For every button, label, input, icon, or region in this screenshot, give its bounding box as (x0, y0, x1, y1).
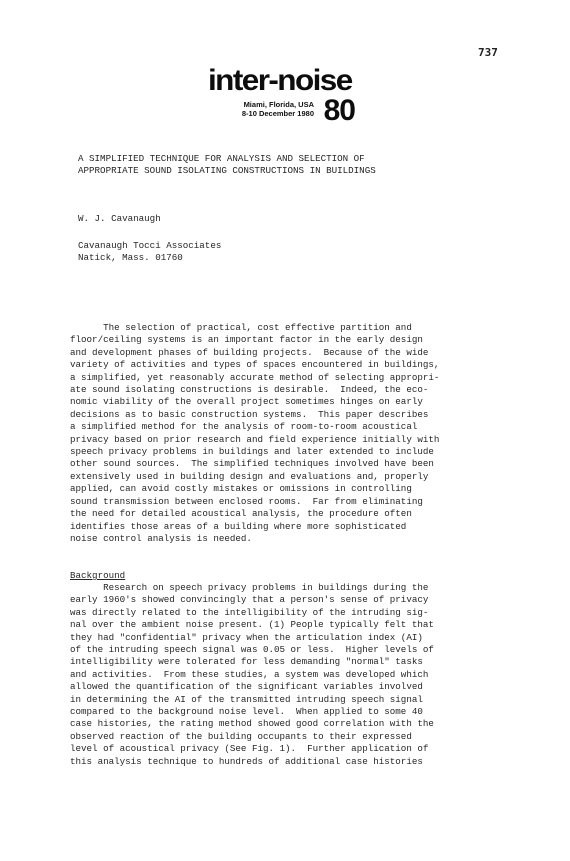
text-line: applied, can avoid costly mistakes or omissions in controlling (70, 483, 412, 495)
text-line: noise control analysis is needed. (70, 532, 252, 544)
text-line: the need for detailed acoustical analysis, the procedure often (70, 508, 412, 520)
text-line: intelligibility were tolerated for less demanding "normal" tasks (70, 656, 423, 668)
text-line: other sound sources. The simplified techniques involved have been (70, 458, 434, 470)
logo-location-block (242, 100, 314, 118)
title-line: A SIMPLIFIED TECHNIQUE FOR ANALYSIS AND SELECTION OF (78, 153, 365, 164)
logo-dates: 8-10 December 1980 (241, 109, 314, 118)
text-line: a simplified, yet reasonably accurate method of selecting appropri- (70, 371, 440, 383)
text-line: privacy based on prior research and field experience initially with (70, 433, 440, 445)
affiliation (78, 240, 221, 265)
text-line: The selection of practical, cost effective partition and (70, 322, 412, 333)
conference-logo (208, 66, 358, 130)
text-line: speech privacy problems in buildings and later extended to include (70, 446, 434, 458)
title-line: APPROPRIATE SOUND ISOLATING CONSTRUCTIONS IN BUILDINGS (78, 165, 376, 177)
abstract-paragraph (70, 322, 439, 545)
page-number: 737 (478, 46, 498, 59)
text-line: observed reaction of the building occupants to their expressed (70, 730, 412, 742)
logo-title: inter-noise (208, 64, 352, 97)
section-heading: Background (70, 570, 126, 581)
text-line: identifies those areas of a building where more sophisticated (70, 520, 407, 532)
text-line: of the intruding speech signal was 0.05 or less. Higher levels of (70, 644, 434, 656)
author: W. J. Cavanaugh (78, 213, 161, 224)
text-line: early 1960's showed convincingly that a person's sense of privacy (70, 594, 429, 606)
text-line: floor/ceiling systems is an important factor in the early design (70, 334, 423, 346)
text-line: Research on speech privacy problems in buildings during the (70, 582, 429, 593)
background-paragraph (70, 582, 434, 768)
text-line: extensively used in building design and evaluations and, properly (70, 470, 429, 482)
affiliation-line: Cavanaugh Tocci Associates (78, 240, 222, 251)
logo-year: 80 (323, 94, 355, 127)
text-line: this analysis technique to hundreds of additional case histories (70, 755, 423, 767)
text-line: level of acoustical privacy (See Fig. 1). Further application of (70, 743, 429, 755)
text-line: nomic viability of the overall project sometimes hinges on early (70, 396, 423, 408)
text-line: nal over the ambient noise present. (1) People typically felt that (70, 619, 434, 631)
text-line: and development phases of building projects. Because of the wide (70, 346, 429, 358)
text-line: variety of activities and types of spaces encountered in buildings, (70, 359, 440, 371)
text-line: and activities. From these studies, a system was developed which (70, 668, 429, 680)
text-line: allowed the quantification of the significant variables involved (70, 681, 423, 693)
text-line: in determining the AI of the transmitted intruding speech signal (70, 693, 423, 705)
paper-title (78, 153, 376, 178)
text-line: ate sound isolating constructions is desirable. Indeed, the eco- (70, 384, 429, 396)
text-line: was directly related to the intelligibility of the intruding sig- (70, 606, 429, 618)
logo-location: Miami, Florida, USA (243, 100, 314, 109)
text-line: decisions as to basic construction systems. This paper describes (70, 408, 429, 420)
text-line: case histories, the rating method showed good correlation with the (70, 718, 434, 730)
affiliation-line: Natick, Mass. 01760 (78, 252, 183, 264)
text-line: a simplified method for the analysis of room-to-room acoustical (70, 421, 418, 433)
text-line: sound transmission between enclosed rooms. Far from eliminating (70, 495, 423, 507)
text-line: they had "confidential" privacy when the articulation index (AI) (70, 631, 423, 643)
text-line: compared to the background noise level. When applied to some 40 (70, 706, 423, 718)
